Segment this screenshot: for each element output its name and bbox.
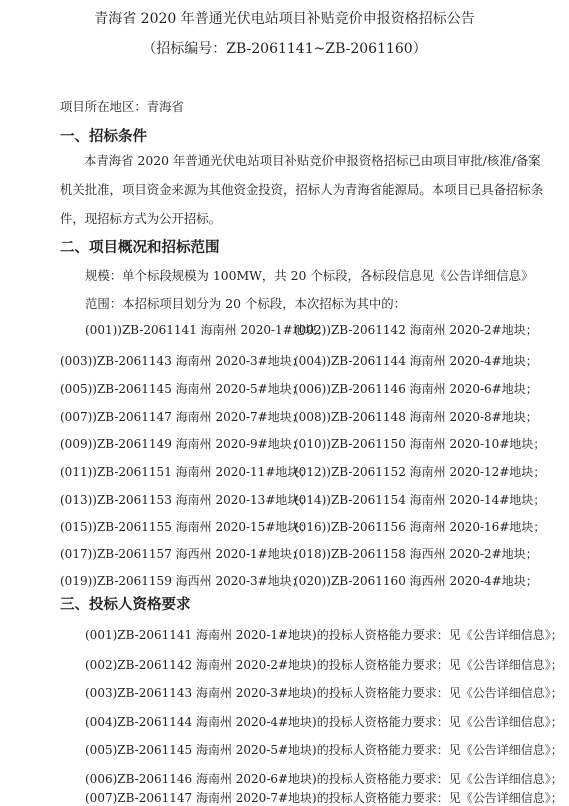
- lot-item: (014))ZB-2061154 海南州 2020-14#地块；: [294, 493, 546, 507]
- section-2-heading: 二、项目概况和招标范围: [60, 239, 220, 256]
- document-title: 青海省 2020 年普通光伏电站项目补贴竞价申报资格招标公告: [94, 11, 475, 27]
- lot-item: (012))ZB-2061152 海南州 2020-12#地块；: [294, 465, 546, 479]
- requirement-item: (006)ZB-2061146 海南州 2020-6#地块)的投标人资格能力要求：见《公告详细信息》；: [85, 772, 563, 786]
- requirement-item: (003)ZB-2061143 海南州 2020-3#地块)的投标人资格能力要求：见《公告详细信息》；: [85, 686, 563, 700]
- section-1-heading: 一、招标条件: [60, 128, 147, 145]
- requirement-item: (004)ZB-2061144 海南州 2020-4#地块)的投标人资格能力要求：见《公告详细信息》；: [85, 715, 563, 729]
- requirement-item: (007)ZB-2061147 海南州 2020-7#地块)的投标人资格能力要求：见《公告详细信息》；: [85, 791, 563, 805]
- section-3-heading: 三、投标人资格要求: [60, 596, 191, 613]
- lot-item: (001))ZB-2061141 海南州 2020-1#地块；: [85, 323, 329, 337]
- lot-item: (016))ZB-2061156 海南州 2020-16#地块；: [294, 520, 546, 534]
- lot-item: (004))ZB-2061144 海南州 2020-4#地块；: [294, 354, 538, 368]
- lot-item: (020))ZB-2061160 海西州 2020-4#地块；: [294, 574, 538, 588]
- project-region: 项目所在地区：青海省: [60, 99, 184, 114]
- lot-item: (019))ZB-2061159 海西州 2020-3#地块；: [60, 574, 304, 588]
- requirement-item: (005)ZB-2061145 海南州 2020-5#地块)的投标人资格能力要求：见《公告详细信息》；: [85, 743, 563, 757]
- lot-item: (011))ZB-2061151 海南州 2020-11#地块；: [60, 465, 312, 479]
- lot-item: (007))ZB-2061147 海南州 2020-7#地块；: [60, 410, 304, 424]
- lot-item: (018))ZB-2061158 海西州 2020-2#地块；: [294, 547, 538, 561]
- lot-item: (005))ZB-2061145 海南州 2020-5#地块；: [60, 382, 304, 396]
- lot-item: (008))ZB-2061148 海南州 2020-8#地块；: [294, 410, 538, 424]
- lot-item: (017))ZB-2061157 海西州 2020-1#地块；: [60, 547, 304, 561]
- scope-text: 范围：本招标项目划分为 20 个标段，本次招标为其中的：: [85, 296, 407, 311]
- scale-text: 规模：单个标段规模为 100MW，共 20 个标段，各标段信息见《公告详细信息》: [85, 268, 534, 283]
- section-1-paragraph: 本青海省 2020 年普通光伏电站项目补贴竞价申报资格招标已由项目审批/核准/备案机关批准，项目资金来源为其他资金投资，招标人为青海省能源局。本项目已具备招标条件，现招标方式为公开招标。: [60, 153, 544, 226]
- lot-item: (013))ZB-2061153 海南州 2020-13#地块；: [60, 493, 312, 507]
- requirement-item: (001)ZB-2061141 海南州 2020-1#地块)的投标人资格能力要求：见《公告详细信息》；: [85, 628, 563, 642]
- document-subtitle: （招标编号：ZB-2061141~ZB-2061160）: [142, 41, 427, 57]
- lot-item: (006))ZB-2061146 海南州 2020-6#地块；: [294, 382, 538, 396]
- lot-item: (003))ZB-2061143 海南州 2020-3#地块；: [60, 354, 304, 368]
- requirement-item: (002)ZB-2061142 海南州 2020-2#地块)的投标人资格能力要求：见《公告详细信息》；: [85, 658, 563, 672]
- lot-item: (015))ZB-2061155 海南州 2020-15#地块；: [60, 520, 312, 534]
- lot-item: (009))ZB-2061149 海南州 2020-9#地块；: [60, 437, 304, 451]
- lot-item: (002))ZB-2061142 海南州 2020-2#地块；: [294, 323, 538, 337]
- lot-item: (010))ZB-2061150 海南州 2020-10#地块；: [294, 437, 546, 451]
